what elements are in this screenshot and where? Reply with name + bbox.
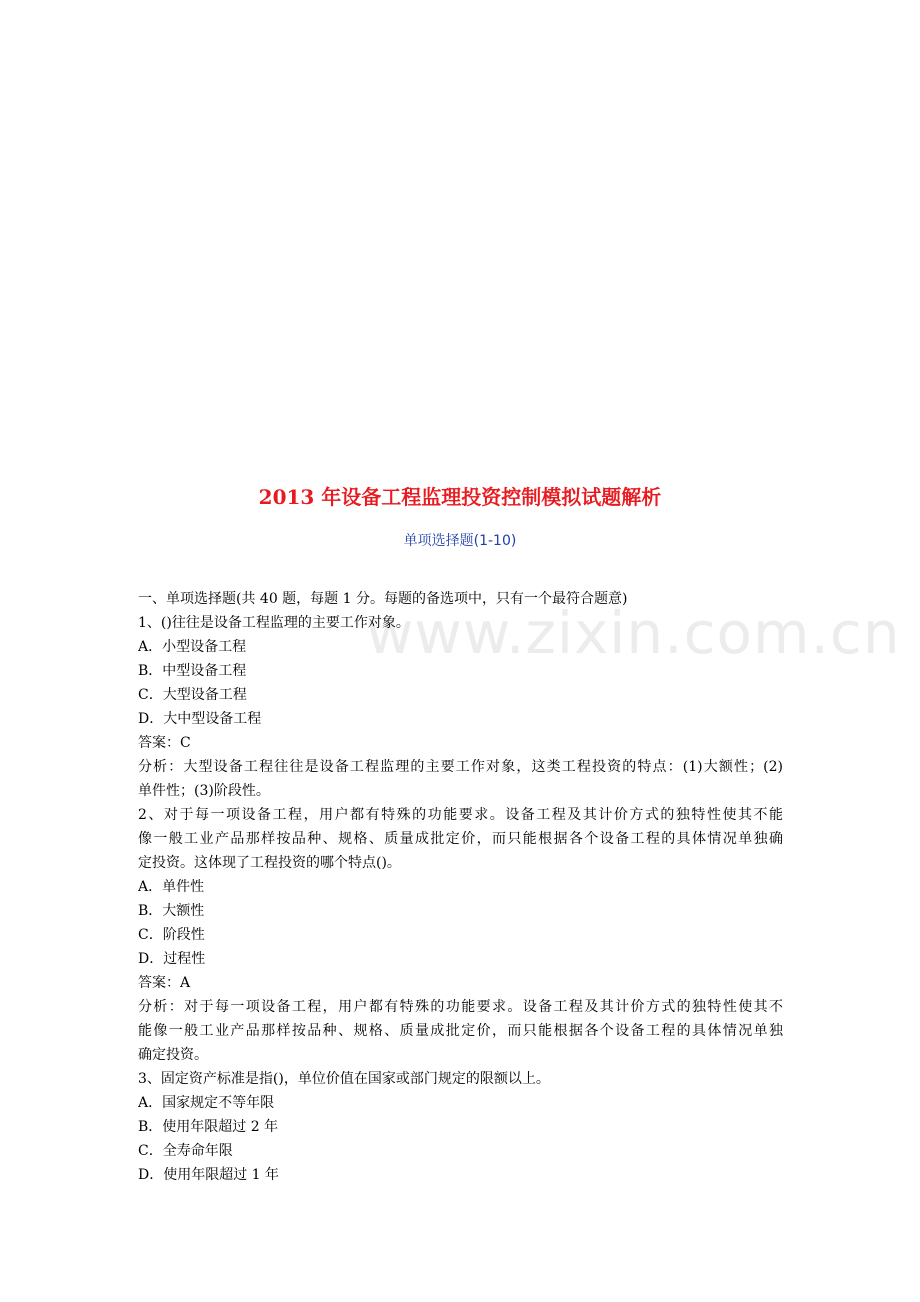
question-2-stem-line-3: 定投资。这体现了工程投资的哪个特点()。: [138, 855, 401, 871]
question-1-option-c: C．大型设备工程: [138, 687, 247, 703]
question-1-option-d: D．大中型设备工程: [138, 711, 262, 727]
question-3-stem: 3、固定资产标准是指()，单位价值在国家或部门规定的限额以上。: [138, 1071, 550, 1087]
question-2-analysis-line-3: 确定投资。: [138, 1047, 208, 1063]
question-1-option-b: B．中型设备工程: [138, 663, 247, 679]
question-3-option-a: A．国家规定不等年限: [138, 1095, 275, 1111]
question-2-option-d: D．过程性: [138, 951, 206, 967]
question-2-option-c: C．阶段性: [138, 927, 205, 943]
document-title: 2013 年设备工程监理投资控制模拟试题解析: [258, 485, 662, 509]
document-body: [138, 587, 783, 1187]
question-2-stem-line-2: 像一般工业产品那样按品种、规格、质量成批定价，而只能根据各个设备工程的具体情况单独确: [138, 831, 783, 847]
question-2-analysis-line-2: 能像一般工业产品那样按品种、规格、质量成批定价，而只能根据各个设备工程的具体情况单独: [138, 1023, 783, 1039]
document-subtitle: 单项选择题(1-10): [403, 533, 517, 549]
question-1-stem: 1、()往往是设备工程监理的主要工作对象。: [138, 615, 410, 631]
question-2-stem-line-1: 2、对于每一项设备工程，用户都有特殊的功能要求。设备工程及其计价方式的独特性使其不能: [138, 807, 783, 823]
question-3-option-b: B．使用年限超过 2 年: [138, 1119, 279, 1135]
question-1-analysis-line-2: 单件性；(3)阶段性。: [138, 783, 270, 799]
question-2-analysis-line-1: 分析：对于每一项设备工程，用户都有特殊的功能要求。设备工程及其计价方式的独特性使其不: [138, 999, 783, 1015]
question-1-answer: 答案：C: [138, 735, 191, 751]
question-2-answer: 答案：A: [138, 975, 191, 991]
question-3-option-c: C．全寿命年限: [138, 1143, 233, 1159]
watermark-text: www.zixin.com.cn: [366, 599, 901, 667]
question-3-option-d: D．使用年限超过 1 年: [138, 1167, 280, 1183]
section-heading: 一、单项选择题(共 40 题，每题 1 分。每题的备选项中，只有一个最符合题意): [138, 591, 628, 607]
question-2-option-a: A．单件性: [138, 879, 205, 895]
question-1-analysis-line-1: 分析：大型设备工程往往是设备工程监理的主要工作对象，这类工程投资的特点：(1)大额性；(2): [138, 759, 783, 775]
question-1-option-a: A．小型设备工程: [138, 639, 247, 655]
question-2-option-b: B．大额性: [138, 903, 205, 919]
